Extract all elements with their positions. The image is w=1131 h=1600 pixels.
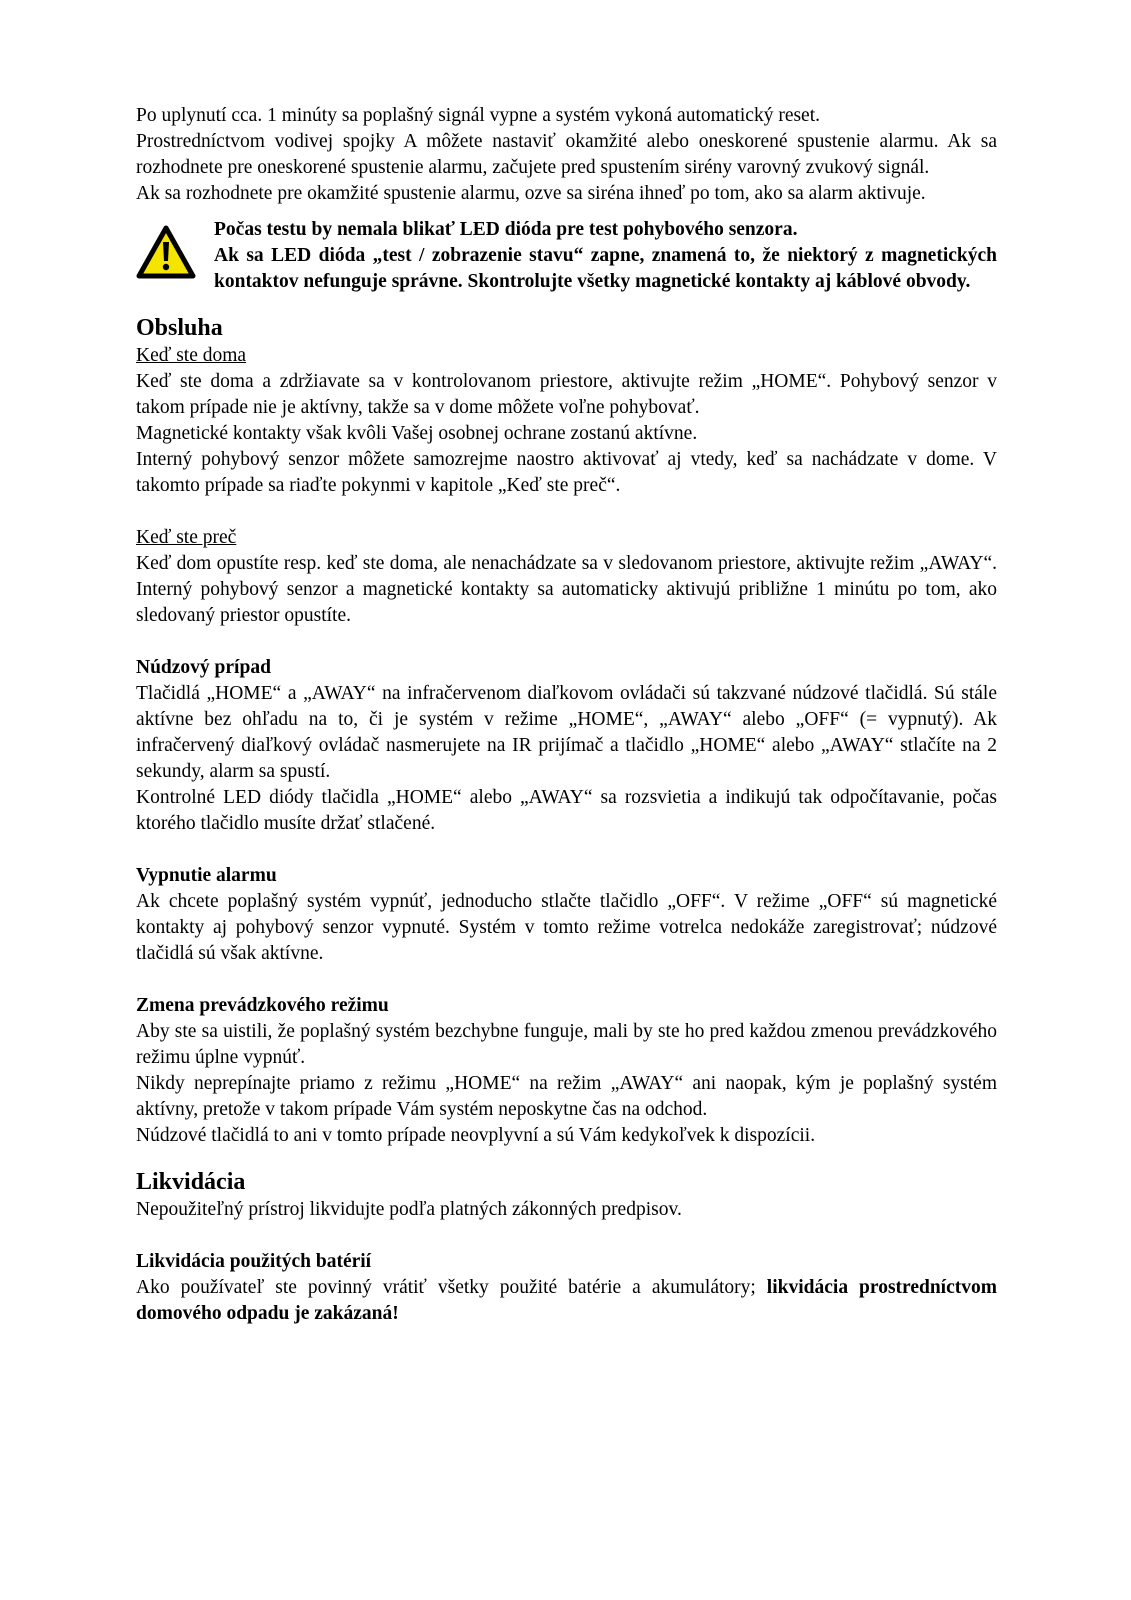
likvidacia-paragraph-1: Nepoužiteľný prístroj likvidujte podľa platných zákonných predpisov. [136,1199,682,1220]
home-paragraph-3: Interný pohybový senzor môžete samozrejme naostro aktivovať aj vtedy, keď sa nachádzate v dome. V takomto prípade sa riaďte pokynmi v kapitole „Keď ste preč“. [136,449,997,496]
home-paragraph-2: Magnetické kontakty však kvôli Vašej osobnej ochrane zostanú aktívne. [136,423,698,444]
batteries-paragraph [136,1275,997,1327]
subheading-batteries: Likvidácia použitých batérií [136,1251,372,1272]
subheading-home: Keď ste doma [136,345,247,366]
subheading-emergency: Núdzový prípad [136,657,271,678]
subheading-away: Keď ste preč [136,527,237,548]
away-paragraph-1: Keď dom opustíte resp. keď ste doma, ale nenachádzate sa v sledovanom priestore, aktivujte režim „AWAY“. Interný pohybový senzor a magnetické kontakty sa automaticky aktivujú približne 1 minútu po tom, ako sledovaný priestor opustíte. [136,553,997,626]
mode-change-paragraph-1: Aby ste sa uistili, že poplašný systém bezchybne funguje, mali by ste ho pred každou zmenou prevádzkového režimu úplne vypnúť. [136,1021,997,1068]
intro-paragraph-1: Po uplynutí cca. 1 minúty sa poplašný signál vypne a systém vykoná automatický reset. [136,105,821,126]
mode-change-paragraph-3: Núdzové tlačidlá to ani v tomto prípade neovplyvní a sú Vám kedykoľvek k dispozícii. [136,1125,816,1146]
intro-paragraph-3: Ak sa rozhodnete pre okamžité spustenie alarmu, ozve sa siréna ihneď po tom, ako sa alarm aktivuje. [136,183,926,204]
subheading-off: Vypnutie alarmu [136,865,277,886]
home-paragraph-1: Keď ste doma a zdržiavate sa v kontrolovanom priestore, aktivujte režim „HOME“. Pohybový senzor v takom prípade nie je aktívny, takže sa v dome môžete voľne pohybovať. [136,371,997,418]
mode-change-paragraph-2: Nikdy neprepínajte priamo z režimu „HOME“ na režim „AWAY“ ani naopak, kým je poplašný systém aktívny, pretože v takom prípade Vám systém neposkytne čas na odchod. [136,1073,997,1120]
warning-line-1: Počas testu by nemala blikať LED dióda pre test pohybového senzora. [214,219,798,240]
warning-triangle-icon [136,217,214,284]
warning-box [136,217,997,295]
emergency-paragraph-1: Tlačidlá „HOME“ a „AWAY“ na infračervenom diaľkovom ovládači sú takzvané núdzové tlačidlá. Sú stále aktívne bez ohľadu na to, či je systém v režime „HOME“, „AWAY“ alebo „OFF“ (= vypnutý). Ak infračervený diaľkový ovládač nasmerujete na IR prijímač a tlačidlo „HOME“ alebo „AWAY“ stlačíte na 2 sekundy, alarm sa spustí. [136,683,997,782]
off-paragraph-1: Ak chcete poplašný systém vypnúť, jednoducho stlačte tlačidlo „OFF“. V režime „OFF“ sú magnetické kontakty aj pohybový senzor vypnuté. Systém v tomto režime votrelca nedokáže zaregistrovať; núdzové tlačidlá sú však aktívne. [136,891,997,964]
subheading-mode-change: Zmena prevádzkového režimu [136,995,389,1016]
intro-paragraph-2: Prostredníctvom vodivej spojky A môžete nastaviť okamžité alebo oneskorené spustenie alarmu. Ak sa rozhodnete pre oneskorené spustenie alarmu, začujete pred spustením sirény varovný zvukový signál. [136,131,997,178]
emergency-paragraph-2: Kontrolné LED diódy tlačidla „HOME“ alebo „AWAY“ sa rozsvietia a indikujú tak odpočítavanie, počas ktorého tlačidlo musíte držať stlačené. [136,787,997,834]
warning-text [214,217,997,295]
batteries-text-normal: Ako používateľ ste povinný vrátiť všetky použité batérie a akumulátory; [136,1277,767,1298]
heading-likvidacia: Likvidácia [136,1169,246,1195]
batteries-text-bold: likvidácia prostredníctvom domového odpadu je zakázaná! [136,1277,997,1324]
heading-obsluha: Obsluha [136,315,223,341]
warning-line-2: Ak sa LED dióda „test / zobrazenie stavu“ zapne, znamená to, že niektorý z magnetických kontaktov nefunguje správne. Skontrolujte všetky magnetické kontakty aj káblové obvody. [214,245,997,292]
